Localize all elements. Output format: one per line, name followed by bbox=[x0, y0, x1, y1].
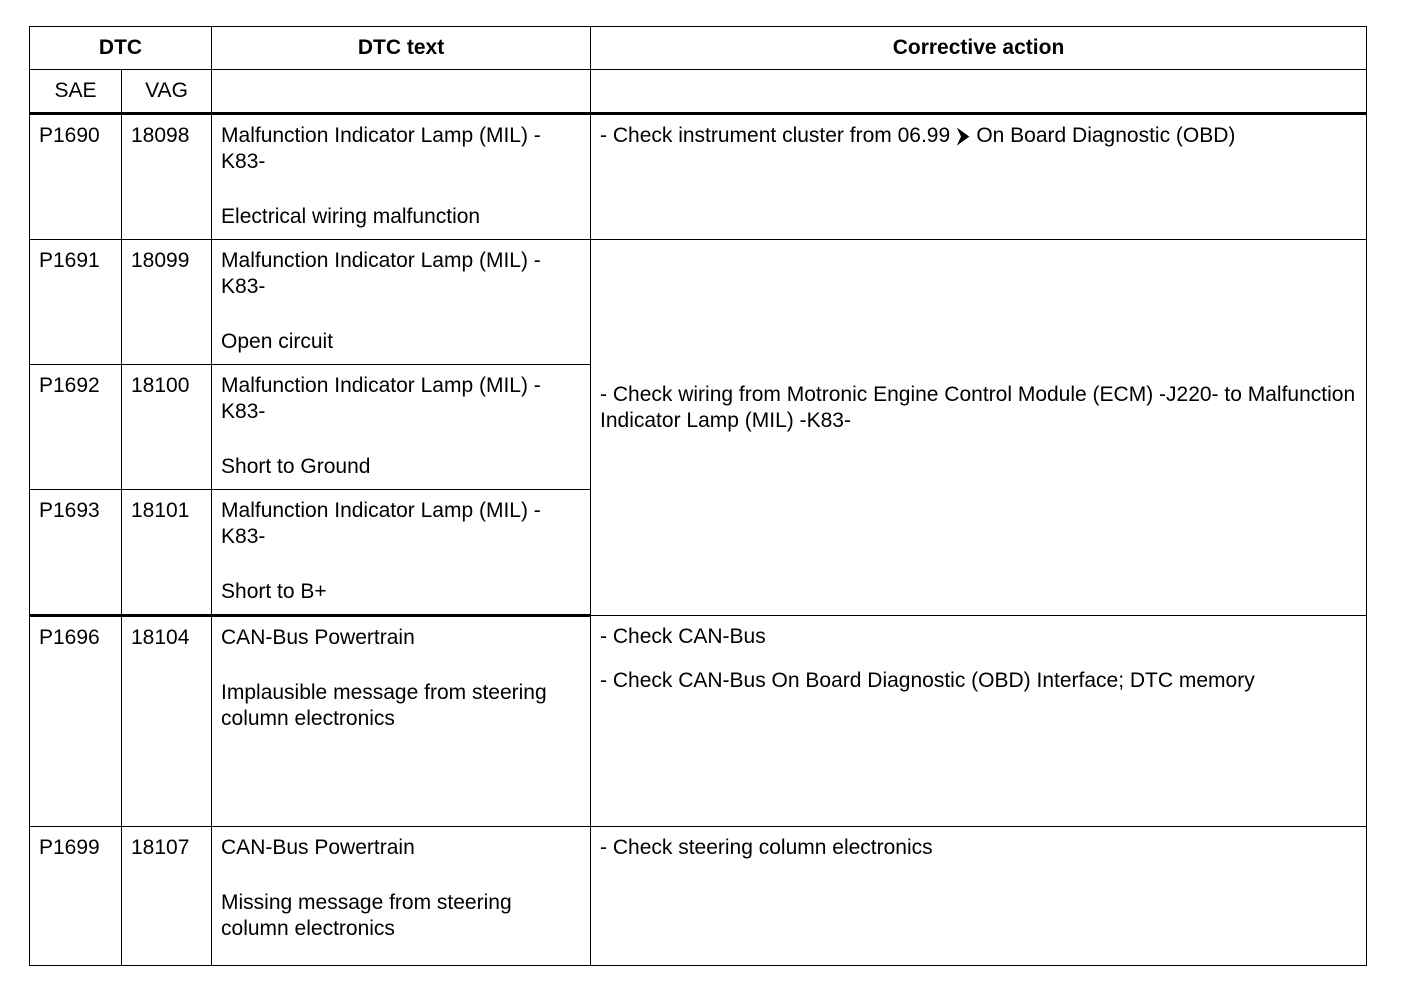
dtc-title: Malfunction Indicator Lamp (MIL) -K83- bbox=[221, 124, 541, 173]
sae-code: P1691 bbox=[30, 240, 122, 365]
arrow-right-icon: ⮞ bbox=[957, 125, 970, 147]
table-row bbox=[30, 616, 1367, 827]
header-row bbox=[30, 27, 1367, 70]
dtc-detail: Short to Ground bbox=[221, 455, 371, 478]
action-text: - Check steering column electronics bbox=[600, 836, 933, 859]
header-corrective-action: Corrective action bbox=[591, 27, 1367, 70]
dtc-detail: Short to B+ bbox=[221, 580, 327, 603]
dtc-description bbox=[212, 490, 591, 616]
dtc-table bbox=[29, 26, 1367, 966]
action-text: - Check CAN-Bus On Board Diagnostic (OBD) Interface; DTC memory bbox=[600, 669, 1255, 692]
sae-code: P1690 bbox=[30, 114, 122, 240]
dtc-title: Malfunction Indicator Lamp (MIL) -K83- bbox=[221, 374, 541, 423]
dtc-detail: Electrical wiring malfunction bbox=[221, 205, 481, 228]
corrective-action-cell bbox=[591, 827, 1367, 966]
dtc-title: Malfunction Indicator Lamp (MIL) -K83- bbox=[221, 249, 541, 298]
header-sae: SAE bbox=[30, 70, 122, 114]
action-text: - Check CAN-Bus bbox=[600, 625, 766, 648]
dtc-title: CAN-Bus Powertrain bbox=[221, 836, 415, 859]
vag-code: 18104 bbox=[122, 616, 212, 827]
dtc-title: Malfunction Indicator Lamp (MIL) -K83- bbox=[221, 499, 541, 548]
dtc-title: CAN-Bus Powertrain bbox=[221, 626, 415, 649]
dtc-description bbox=[212, 365, 591, 490]
vag-code: 18107 bbox=[122, 827, 212, 966]
header-vag: VAG bbox=[122, 70, 212, 114]
vag-code: 18098 bbox=[122, 114, 212, 240]
dtc-description bbox=[212, 240, 591, 365]
subheader-row bbox=[30, 70, 1367, 114]
dtc-description bbox=[212, 827, 591, 966]
corrective-action-cell bbox=[591, 240, 1367, 616]
action-text: - Check instrument cluster from 06.99 bbox=[600, 124, 951, 147]
sae-code: P1699 bbox=[30, 827, 122, 966]
action-text: - Check wiring from Motronic Engine Control Module (ECM) -J220- to Malfunction Indicator Lamp (MIL) -K83- bbox=[600, 383, 1356, 432]
dtc-detail: Open circuit bbox=[221, 330, 334, 353]
corrective-action-cell bbox=[591, 114, 1367, 240]
dtc-description bbox=[212, 616, 591, 827]
vag-code: 18101 bbox=[122, 490, 212, 616]
dtc-detail: Missing message from steering column electronics bbox=[221, 891, 512, 940]
table-row bbox=[30, 827, 1367, 966]
sae-code: P1693 bbox=[30, 490, 122, 616]
vag-code: 18099 bbox=[122, 240, 212, 365]
header-blank-text bbox=[212, 70, 591, 114]
corrective-action-cell bbox=[591, 616, 1367, 827]
dtc-detail: Implausible message from steering column electronics bbox=[221, 681, 547, 730]
sae-code: P1692 bbox=[30, 365, 122, 490]
header-dtc: DTC bbox=[30, 27, 212, 70]
table-row bbox=[30, 240, 1367, 365]
header-dtc-text: DTC text bbox=[212, 27, 591, 70]
header-blank-action bbox=[591, 70, 1367, 114]
vag-code: 18100 bbox=[122, 365, 212, 490]
table-row bbox=[30, 114, 1367, 240]
sae-code: P1696 bbox=[30, 616, 122, 827]
dtc-description bbox=[212, 114, 591, 240]
action-link-obd[interactable]: On Board Diagnostic (OBD) bbox=[976, 124, 1236, 147]
